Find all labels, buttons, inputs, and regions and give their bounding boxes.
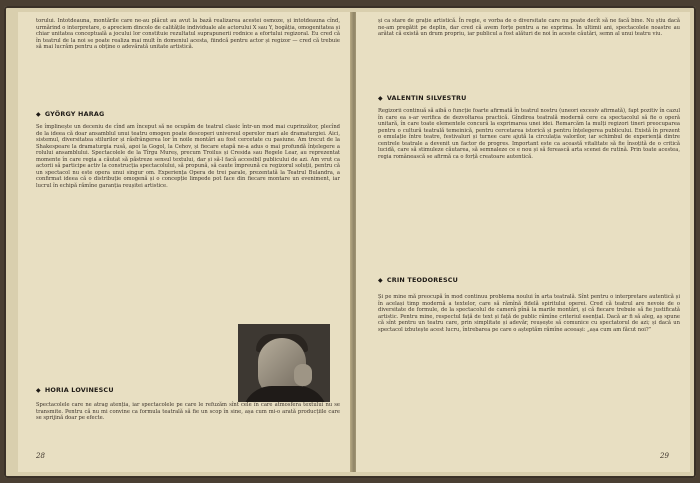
right-page [356,12,690,472]
section-heading [378,94,678,102]
section-heading [36,386,222,394]
author-photo [238,324,330,402]
section-heading [36,110,340,118]
section-heading [378,276,678,284]
page-number: 28 [36,452,45,460]
author-name: HORIA LOVINESCU [44,386,114,394]
diamond-icon: ◆ [378,95,383,102]
right-intro-text: și ca stare de grație artistică. În regie, e vorba de o diversitate care nu poate decît să ne facă bine. Nu știu dacă ne-am pregătit pe deplin, dar cred că avem forțe pentru a ne exprima. În ultimii ani, spectacolele noastre au arătat că există un drum propriu, iar publicul a fost alături de noi în aceste căutări, semn al unui teatru viu. [378,18,680,38]
left-intro-text: torului. Intotdeauna, montările care ne-au plăcut au avut la bază realizarea acestei osmoze, și intotdeauna cînd, urmărind o interpretare, o apreciem dincolo de calitățile individuale ale actorului X sau Y, bogăția, omogenitatea și chiar unitatea conceptuală a jocului lor constituie rezultatul suprapunerii rodnice a efortului regizoral. Eu cred că în teatrul de la noi se poate realiza mai mult în domeniul acesta, fiindcă pentru actor și regizor — cred că trebuie să mai lucrăm pentru a obține o adevărată unitate artistică. [36,18,340,51]
diamond-icon: ◆ [378,277,383,284]
diamond-icon: ◆ [36,387,41,394]
author-name: CRIN TEODORESCU [386,276,459,284]
teodorescu-text: Și pe mine mă preocupă în mod continuu problema noului în arta teatrală. Sînt pentru o interpretare autentică și în același timp modernă a textelor, care să rămînă fidelă spiritului operei. Cred că teatrul are nevoie de o diversitate de formule, de la spectacolul de cameră pînă la marile montări, și că fiecare trebuie să fie justificată artistic. Pentru mine, respectul față de text și față de public rămîne criteriul esențial. Dacă ar fi să aleg, aș spune că sînt pentru un teatru care, prin simplitate și adevăr, reușește să comunice cu spectatorul de azi; și dacă un spectacol izbutește acest lucru, întrebarea pe care o așteptăm rămîne aceeași: „așa cum am făcut noi?” [378,294,680,333]
left-page [18,12,352,472]
author-name: VALENTIN SILVESTRU [386,94,467,102]
author-name: GYÖRGY HARAG [44,110,105,118]
harag-text: Se împlinește un deceniu de cînd am început să ne ocupăm de teatrul clasic într-un mod mai cuprinzător, plecînd de la ideea că doar ansamblul unui teatru omogen poate descoperi universul operelor mari ale dramaturgiei. Aici, sistemul, diversitatea stilurilor și răsfrângerea lor în noile montări au fost cercetate cu pasiune. Am trecut de la Shakespeare la dramaturgia rusă, apoi la Gogol, la Cehov, și fiecare etapă ne-a adus o mai profundă înțelegere a rolului ansamblului. Spectacolele de la Tîrgu Mureș, precum Troilus și Cresida sau Regele Lear, au reprezentat momente în care regia a căutat să păstreze sensul textului, dar și să-l facă accesibil publicului de azi. Am vrut ca actorii să participe activ la construcția spectacolului, să propună, să caute împreună cu regizorul soluții, pentru că un spectacol nu este opera unui singur om. Experiența Opera de trei parale, prezentată la Teatrul Bulandra, a confirmat ideea că o distribuție omogenă și o concepție limpede pot face din fiecare montare un eveniment, iar lucrul în echipă rămîne garanția reușitei artistice. [36,124,340,189]
lovinescu-text: Spectacolele care ne atrag atenția, iar spectacolele pe care le refuzăm sînt cele în care atmosfera textului nu se transmite. Pentru că nu mi convine ca formula teatrală să fie un scop în sine, așa cum mi-o arată producțiile care se sprijină doar pe efecte. [36,402,340,422]
book-spread [4,6,696,478]
silvestru-text: Regizorii continuă să aibă o funcție foarte afirmată în teatrul nostru (uneori excesiv afirmată), fapt pozitiv în cazul în care ea s-ar verifica de dezvoltarea practică. Gîndirea teatrală modernă cere ca spectacolul să fie o operă unitară, în care toate elementele concură la exprimarea unei idei. Remarcăm la mulți regizori tineri preocuparea pentru o cultură teatrală temeinică, pentru cercetarea istorică și pentru înțelegerea publicului. Există în prezent o emulație între teatre, festivaluri și turnee care ajută la circulația valorilor, iar schimbul de experiență dintre centrele teatrale a devenit un factor de progres. Important este ca această vitalitate să fie însoțită de o critică lucidă, care să stimuleze căutarea, să semnaleze ce e nou și să ferească arta scenei de rutină. Prin toate acestea, regia românească se afirmă ca o forță creatoare autentică. [378,108,680,160]
diamond-icon: ◆ [36,111,41,118]
page-number: 29 [660,452,669,460]
